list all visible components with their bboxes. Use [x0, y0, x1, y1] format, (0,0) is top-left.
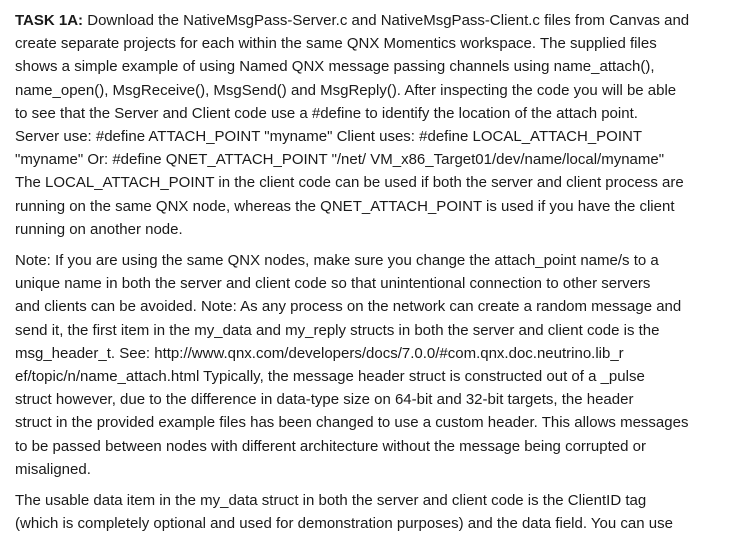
text-line: shows a simple example of using Named QNX message passing channels using name_attach(),	[15, 58, 655, 76]
text-line: The LOCAL_ATTACH_POINT in the client code can be used if both the server and client process are	[15, 174, 684, 192]
text-line: ef/topic/n/name_attach.html Typically, the message header struct is constructed out of a _pulse	[15, 368, 645, 386]
text-line: create separate projects for each within the same QNX Momentics workspace. The supplied files	[15, 35, 657, 53]
task-heading: TASK 1A:	[15, 12, 84, 29]
text-line: struct in the provided example files has been changed to use a custom header. This allows messages	[15, 414, 689, 432]
text-line: The usable data item in the my_data struct in both the server and client code is the ClientID tag	[15, 492, 647, 510]
text-line: Server use: #define ATTACH_POINT "myname" Client uses: #define LOCAL_ATTACH_POINT	[15, 128, 642, 146]
text-line: to be passed between nodes with different architecture without the message being corrupted or	[15, 437, 646, 455]
text-line: struct however, due to the difference in data-type size on 64-bit and 32-bit targets, the header	[15, 391, 634, 409]
paragraph-note	[15, 249, 743, 481]
text-line: TASK 1A: Download the NativeMsgPass-Server.c and NativeMsgPass-Client.c files from Canvas and	[15, 12, 690, 29]
text-line: running on another node.	[15, 220, 183, 238]
text-line: msg_header_t. See: http://www.qnx.com/developers/docs/7.0.0/#com.qnx.doc.neutrino.lib_r	[15, 344, 624, 362]
text-line: "myname" Or: #define QNET_ATTACH_POINT "/net/ VM_x86_Target01/dev/name/local/myname"	[15, 151, 665, 169]
paragraph-data-item	[15, 489, 743, 535]
text-line: (which is completely optional and used for demonstration purposes) and the data field. You can use	[15, 515, 673, 533]
text-line: send it, the first item in the my_data and my_reply structs in both the server and client code is the	[15, 321, 660, 339]
text-line: unique name in both the server and client code so that unintentional connection to other servers	[15, 275, 651, 293]
text-line: and clients can be avoided. Note: As any process on the network can create a random message and	[15, 298, 682, 316]
text-line: misaligned.	[15, 460, 91, 478]
text-line: Note: If you are using the same QNX nodes, make sure you change the attach_point name/s to a	[15, 252, 659, 270]
text-line: running on the same QNX node, whereas the QNET_ATTACH_POINT is used if you have the client	[15, 197, 675, 215]
text-line: to see that the Server and Client code use a #define to identify the location of the attach point.	[15, 104, 638, 122]
text-line: name_open(), MsgReceive(), MsgSend() and MsgReply(). After inspecting the code you will be able	[15, 81, 677, 99]
paragraph-task-1a	[15, 9, 743, 241]
